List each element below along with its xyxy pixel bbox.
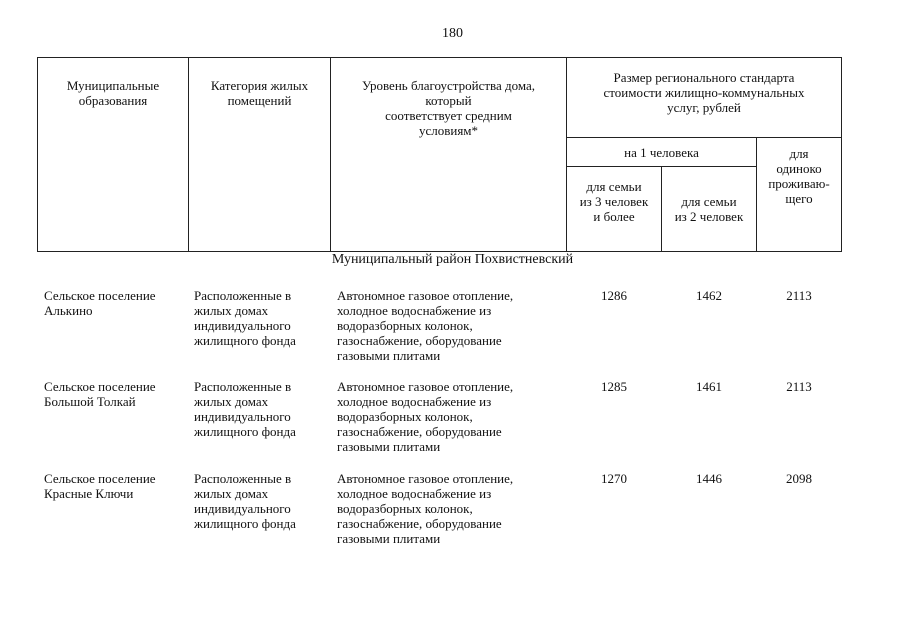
header-improvement-level: Уровень благоустройства дома, который соответствует средним условиям* bbox=[331, 58, 567, 252]
improvement-level: Автономное газовое отопление, холодное водоснабжение из водоразборных колонок, газоснабжение, оборудование газовыми плитами bbox=[337, 471, 514, 546]
municipality-name: Сельское поселение Красные Ключи bbox=[44, 471, 156, 501]
municipality-name: Сельское поселение Большой Толкай bbox=[44, 379, 156, 409]
header-family-3: для семьи из 3 человек и более bbox=[567, 167, 662, 252]
housing-category: Расположенные в жилых домах индивидуального жилищного фонда bbox=[194, 288, 296, 348]
district-title: Муниципальный район Похвистневский bbox=[331, 252, 574, 267]
header-municipalities: Муниципальные образования bbox=[38, 58, 189, 252]
header-table bbox=[37, 57, 842, 252]
value-family-2: 1461 bbox=[696, 379, 722, 394]
header-single-resident: для одиноко проживаю- щего bbox=[757, 138, 842, 252]
header-family-2: для семьи из 2 человек bbox=[662, 167, 757, 252]
header-category: Категория жилых помещений bbox=[189, 58, 331, 252]
housing-category: Расположенные в жилых домах индивидуального жилищного фонда bbox=[194, 471, 296, 531]
value-single: 2113 bbox=[786, 379, 812, 394]
value-family-3: 1286 bbox=[601, 288, 627, 303]
value-family-2: 1462 bbox=[696, 288, 722, 303]
header-per-person: на 1 человека bbox=[567, 138, 757, 167]
page-number: 180 bbox=[442, 26, 463, 41]
value-single: 2113 bbox=[786, 288, 812, 303]
header-regional-standard: Размер регионального стандарта стоимости жилищно-коммунальных услуг, рублей bbox=[567, 58, 842, 138]
value-single: 2098 bbox=[786, 471, 812, 486]
value-family-2: 1446 bbox=[696, 471, 722, 486]
value-family-3: 1270 bbox=[601, 471, 627, 486]
improvement-level: Автономное газовое отопление, холодное водоснабжение из водоразборных колонок, газоснабжение, оборудование газовыми плитами bbox=[337, 379, 514, 454]
housing-category: Расположенные в жилых домах индивидуального жилищного фонда bbox=[194, 379, 296, 439]
improvement-level: Автономное газовое отопление, холодное водоснабжение из водоразборных колонок, газоснабжение, оборудование газовыми плитами bbox=[337, 288, 514, 363]
municipality-name: Сельское поселение Алькино bbox=[44, 288, 156, 318]
value-family-3: 1285 bbox=[601, 379, 627, 394]
